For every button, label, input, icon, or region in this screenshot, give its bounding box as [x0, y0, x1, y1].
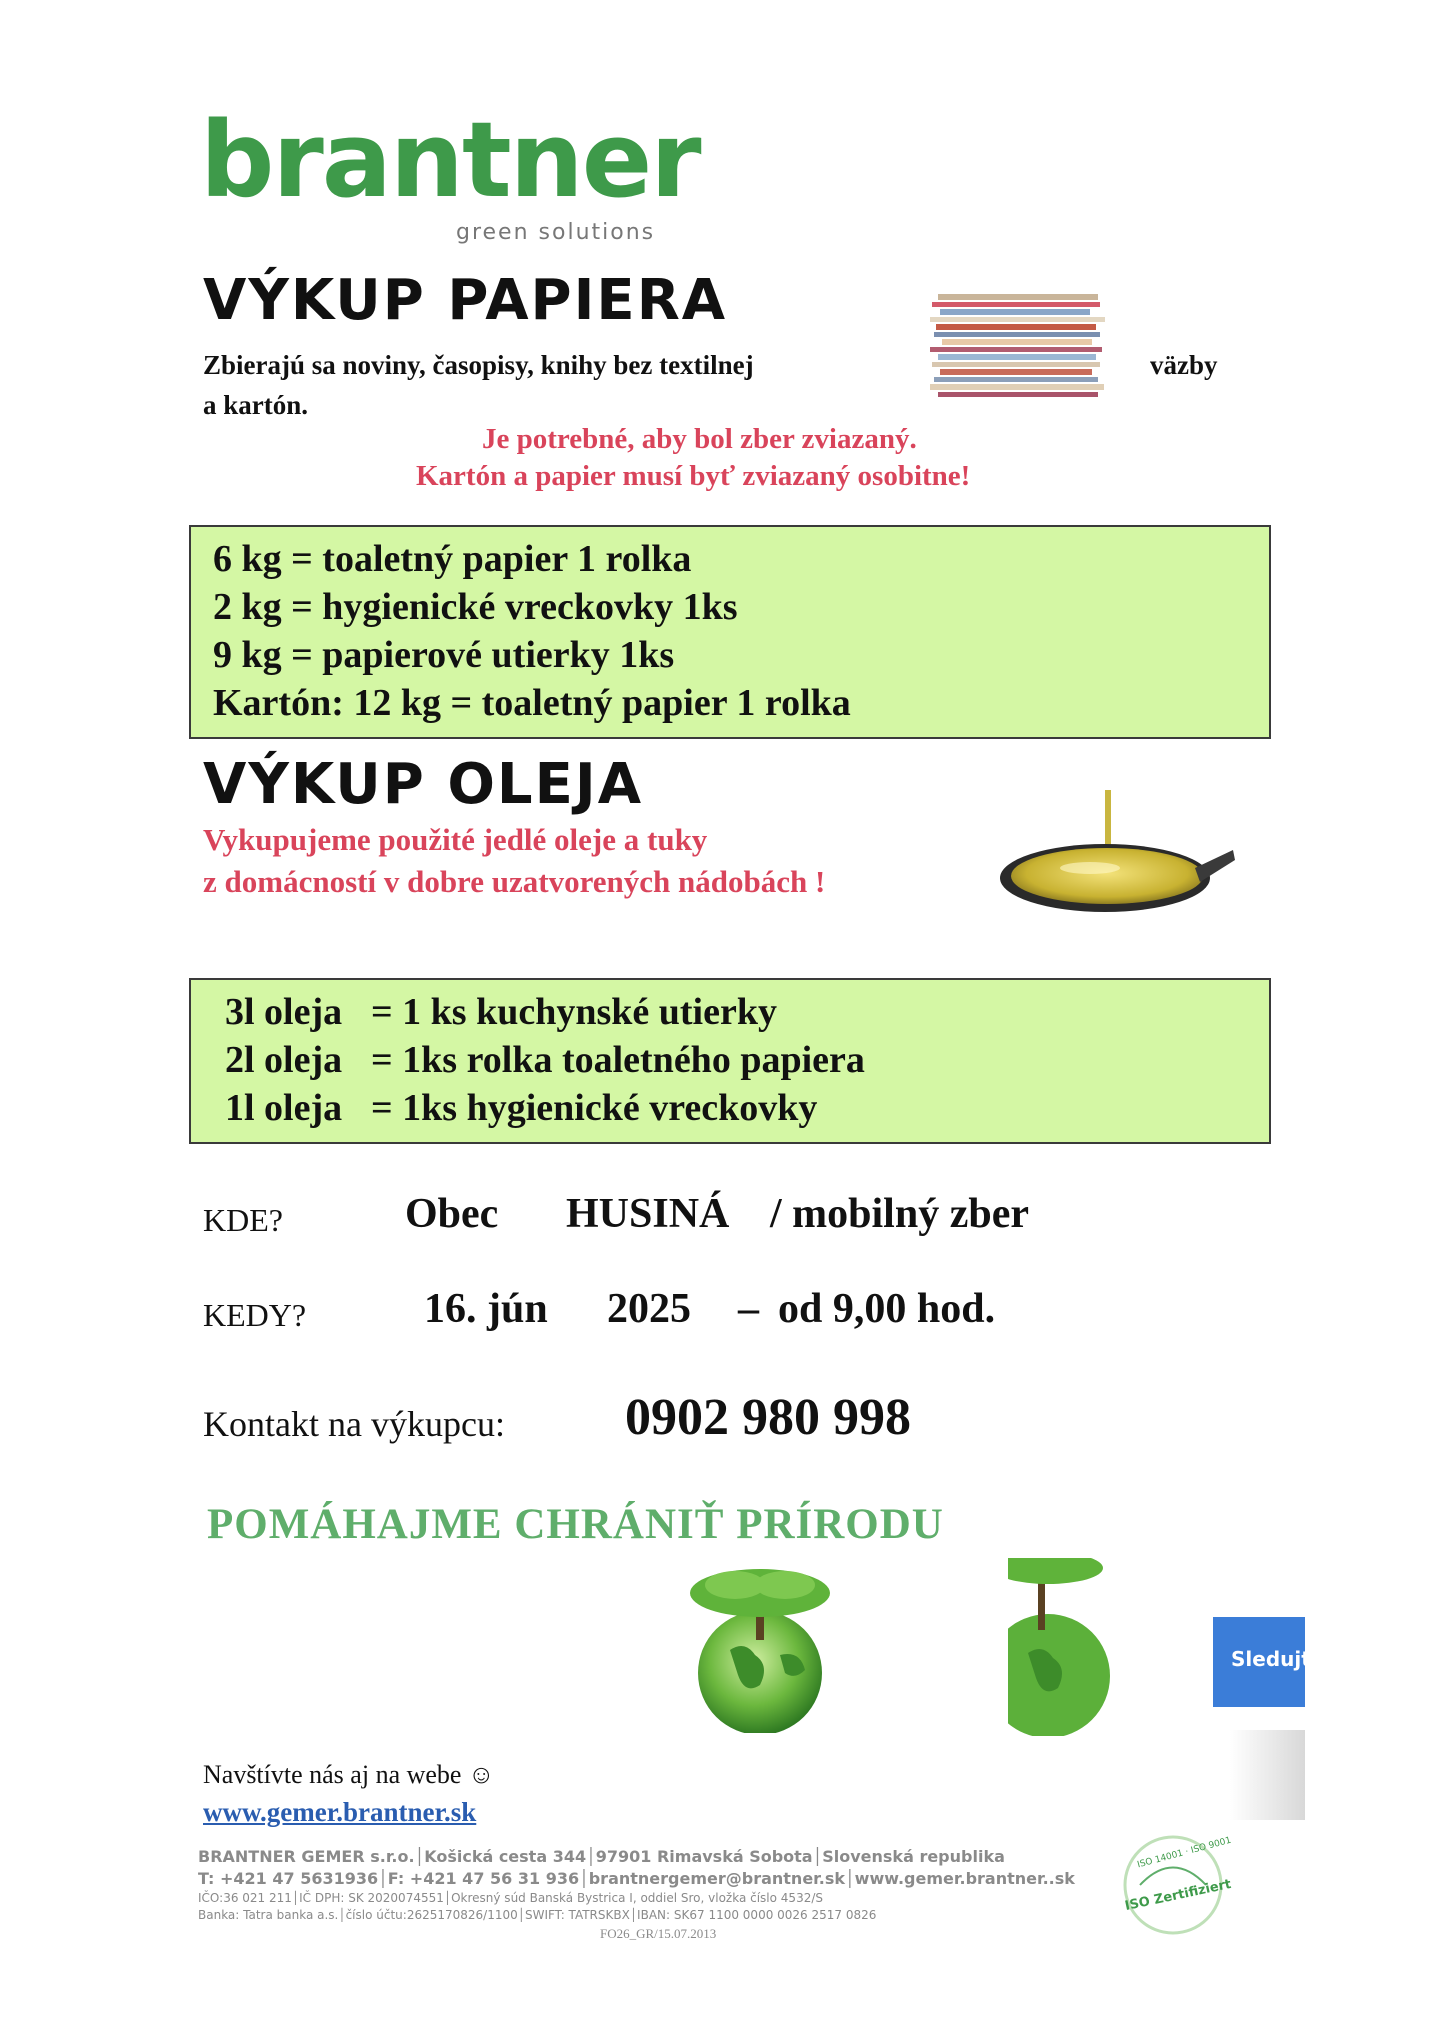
paper-rate-item: 6 kg = toaletný papier 1 rolka: [213, 538, 692, 580]
brand-tagline: green solutions: [456, 220, 656, 245]
iso-label: ISO Zertifiziert: [1123, 1876, 1233, 1915]
when-year: 2025: [607, 1286, 691, 1332]
when-label: KEDY?: [203, 1297, 307, 1333]
paper-note-separate: Kartón a papier musí byť zviazaný osobitne!: [416, 460, 971, 492]
web-visit-text: Navštívte nás aj na webe ☺: [203, 1760, 495, 1789]
where-label: KDE?: [203, 1202, 283, 1238]
oil-heading: VÝKUP OLEJA: [203, 752, 644, 817]
footer-form-code: FO26_GR/15.07.2013: [600, 1926, 717, 1941]
oil-rates-box: [189, 978, 1271, 1144]
footer-bank: Banka: Tatra banka a.s.│číslo účtu:2625170826/1100│SWIFT: TATRSKBX│IBAN: SK67 1100 0000 0026 2517 0826: [198, 1908, 877, 1922]
paper-stack-icon: [920, 286, 1120, 408]
iso-standards: ISO 14001 · ISO 9001: [1136, 1835, 1233, 1871]
paper-description-word: väzby: [1150, 350, 1218, 380]
paper-rates-box: [189, 525, 1271, 739]
oil-description-line2: z domácností v dobre uzatvorených nádobách !: [203, 864, 826, 899]
paper-note-tied: Je potrebné, aby bol zber zviazaný.: [482, 423, 917, 455]
footer-registration: IČO:36 021 211│IČ DPH: SK 2020074551│Okresný súd Banská Bystrica I, oddiel Sro, vložka číslo 4532/S: [198, 1891, 823, 1905]
where-obec: Obec: [405, 1191, 499, 1237]
contact-phone[interactable]: 0902 980 998: [625, 1389, 911, 1446]
when-dash: –: [738, 1286, 759, 1332]
oil-rate-amount: 3l oleja: [225, 991, 343, 1033]
brand-logo: brantner: [200, 99, 700, 221]
slogan: POMÁHAJME CHRÁNIŤ PRÍRODU: [207, 1501, 944, 1548]
tree-globe-icon: [660, 1555, 860, 1733]
when-time: od 9,00 hod.: [778, 1286, 996, 1332]
paper-description-line1: Zbierajú sa noviny, časopisy, knihy bez textilnej: [203, 350, 754, 380]
oil-spoon-icon: [995, 790, 1235, 920]
where-place: HUSINÁ: [566, 1191, 730, 1237]
paper-description-line2: a kartón.: [203, 390, 309, 420]
footer-contacts: T: +421 47 5631936│F: +421 47 56 31 936│brantnergemer@brantner.sk│www.gemer.brantner..sk: [198, 1869, 1075, 1888]
paper-rate-item: 2 kg = hygienické vreckovky 1ks: [213, 586, 738, 628]
when-date: 16. jún: [424, 1286, 548, 1332]
paper-rate-item: Kartón: 12 kg = toaletný papier 1 rolka: [213, 682, 851, 724]
footer-company: BRANTNER GEMER s.r.o.│Košická cesta 344│97901 Rimavská Sobota│Slovenská republika: [198, 1847, 1005, 1866]
iso-certificate-icon: [1118, 1830, 1233, 1940]
follow-button-label: Sledujt: [1231, 1647, 1311, 1671]
follow-button[interactable]: [1213, 1617, 1311, 1707]
decorative-fragment: [1230, 1730, 1305, 1820]
oil-description-line1: Vykupujeme použité jedlé oleje a tuky: [203, 822, 708, 857]
where-note: / mobilný zber: [770, 1191, 1029, 1237]
paper-rate-item: 9 kg = papierové utierky 1ks: [213, 634, 675, 676]
paper-heading: VÝKUP PAPIERA: [203, 268, 728, 333]
contact-label: Kontakt na výkupcu:: [203, 1404, 505, 1444]
oil-rate-amount: 1l oleja: [225, 1087, 343, 1129]
oil-rate-reward: = 1ks rolka toaletného papiera: [371, 1039, 865, 1081]
oil-rate-reward: = 1ks hygienické vreckovky: [371, 1087, 818, 1129]
tree-globe-icon: [1008, 1558, 1138, 1736]
web-link[interactable]: www.gemer.brantner.sk: [203, 1797, 477, 1827]
oil-rate-reward: = 1 ks kuchynské utierky: [371, 991, 777, 1033]
oil-rate-amount: 2l oleja: [225, 1039, 343, 1081]
